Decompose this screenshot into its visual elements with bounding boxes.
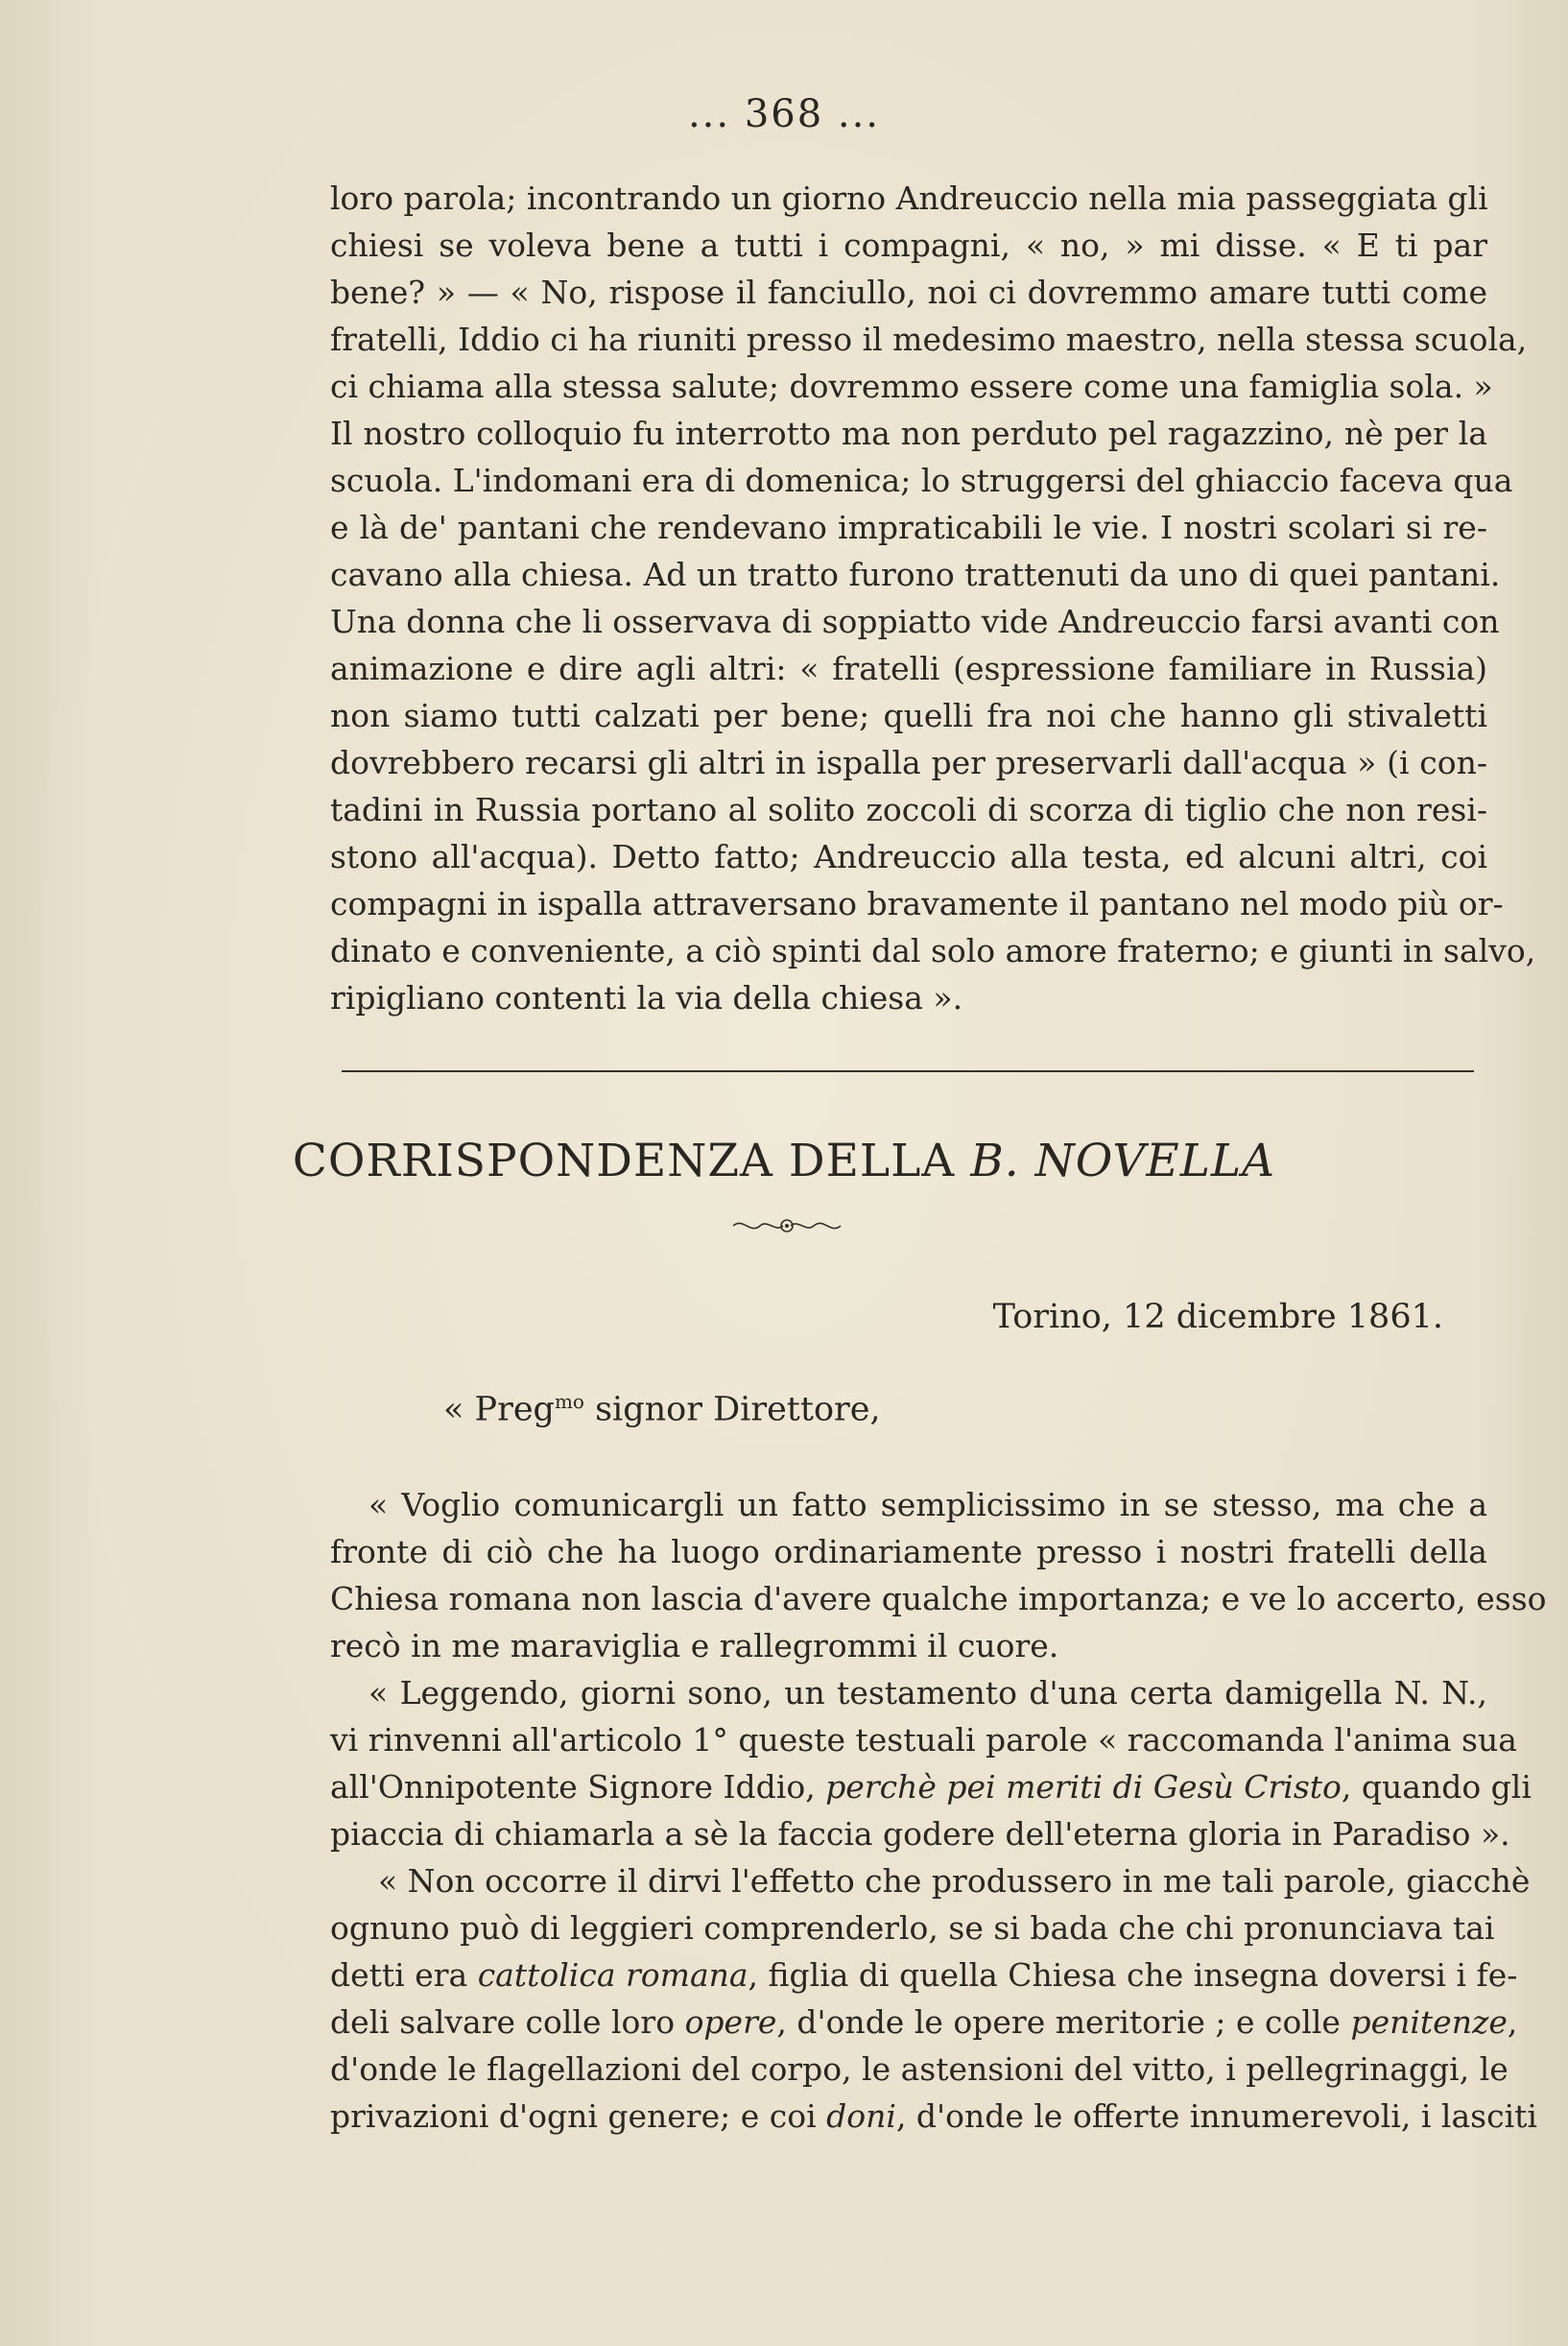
text-run: detti era [330,1956,478,1994]
text-line [330,1763,1532,1810]
salutation-rest: signor Direttore, [583,1390,881,1429]
ornament-flourish-icon [729,1211,844,1240]
text-line: « Voglio comunicargli un fatto semplicissimo in se stesso, ma che a [368,1486,1487,1523]
text-run-italic: doni [826,2097,896,2135]
letter-dateline: Torino, 12 dicembre 1861. [992,1298,1443,1336]
text-line: piaccia di chiamarla a sè la faccia godere dell'eterna gloria in Paradiso ». [330,1815,1510,1853]
text-line: fronte di ciò che ha luogo ordinariamente presso i nostri fratelli della [330,1533,1487,1570]
text-line: loro parola; incontrando un giorno Andreuccio nella mia passeggiata gli [330,180,1488,217]
text-line: recò in me maraviglia e rallegrommi il cuore. [330,1627,1059,1664]
text-line: Una donna che li osservava di soppiatto vide Andreuccio farsi avanti con [330,603,1500,640]
letter-body [330,1481,1547,2140]
text-run: , figlia di quella Chiesa che insegna doversi i fe- [748,1956,1518,1994]
salutation-superscript: mo [554,1390,584,1413]
text-line: Chiesa romana non lascia d'avere qualche importanza; e ve lo accerto, esso [330,1580,1547,1617]
text-run-italic: penitenze [1350,2003,1508,2041]
text-line: d'onde le flagellazioni del corpo, le astensioni del vitto, i pellegrinaggi, le [330,2050,1509,2088]
page-number: ... 368 ... [687,92,881,136]
text-line: e là de' pantani che rendevano impraticabili le vie. I nostri scolari si re- [330,509,1487,546]
text-run: , [1507,2003,1518,2041]
text-line: dinato e conveniente, a ciò spinti dal solo amore fraterno; e giunti in salvo, [330,932,1536,970]
section-title-italic: B. NOVELLA [970,1135,1276,1187]
text-line: ci chiama alla stessa salute; dovremmo essere come una famiglia sola. » [330,368,1493,405]
text-line: vi rinvenni all'articolo 1° queste testuali parole « raccomanda l'anima sua [330,1721,1517,1759]
salutation-open: « Preg [443,1390,555,1429]
letter-salutation [443,1390,881,1429]
text-run: , d'onde le opere meritorie ; e colle [776,2003,1351,2041]
text-line: Il nostro colloquio fu interrotto ma non perduto pel ragazzino, nè per la [330,415,1487,452]
text-run-italic: opere [684,2003,777,2041]
section-divider [342,1070,1474,1072]
text-line: animazione e dire agli altri: « fratelli (espressione familiare in Russia) [330,650,1487,687]
text-line: stono all'acqua). Detto fatto; Andreuccio alla testa, ed alcuni altri, coi [330,838,1487,875]
text-run: deli salvare colle loro [330,2003,685,2041]
text-line: fratelli, Iddio ci ha riuniti presso il medesimo maestro, nella stessa scuola, [330,321,1528,358]
text-line: compagni in ispalla attraversano bravamente il pantano nel modo più or- [330,885,1504,922]
text-line: tadini in Russia portano al solito zoccoli di scorza di tiglio che non resi- [330,791,1487,828]
text-line: cavano alla chiesa. Ad un tratto furono trattenuti da uno di quei pantani. [330,556,1501,593]
text-line [330,2093,1537,2140]
section-title-prefix: CORRISPONDENZA DELLA [292,1135,971,1187]
text-line: dovrebbero recarsi gli altri in ispalla per preservarli dall'acqua » (i con- [330,744,1487,781]
text-line [330,1951,1518,1999]
text-run: , quando gli [1341,1768,1532,1806]
text-run-italic: cattolica romana [477,1956,748,1994]
text-line: ripigliano contenti la via della chiesa ». [330,979,963,1017]
text-line [330,1999,1518,2046]
text-line: scuola. L'indomani era di domenica; lo struggersi del ghiaccio faceva qua [330,462,1513,499]
text-run: , d'onde le offerte innumerevoli, i lasciti [895,2097,1537,2135]
text-line: bene? » — « No, rispose il fanciullo, noi ci dovremmo amare tutti come [330,274,1487,311]
text-run: privazioni d'ogni genere; e coi [330,2097,827,2135]
top-paragraph [330,175,1536,1021]
text-line: « Leggendo, giorni sono, un testamento d'una certa damigella N. N., [368,1674,1487,1712]
text-run-italic: perchè pei meriti di Gesù Cristo [825,1768,1342,1806]
text-line: « Non occorre il dirvi l'effetto che produssero in me tali parole, giacchè [378,1862,1531,1900]
text-line: chiesi se voleva bene a tutti i compagni, « no, » mi disse. « E ti par [330,227,1487,264]
text-line: ognuno può di leggieri comprenderlo, se si bada che chi pronunciava tai [330,1909,1495,1947]
section-title [0,1135,1568,1187]
text-run: all'Onnipotente Signore Iddio, [330,1768,826,1806]
text-line: non siamo tutti calzati per bene; quelli fra noi che hanno gli stivaletti [330,697,1487,734]
